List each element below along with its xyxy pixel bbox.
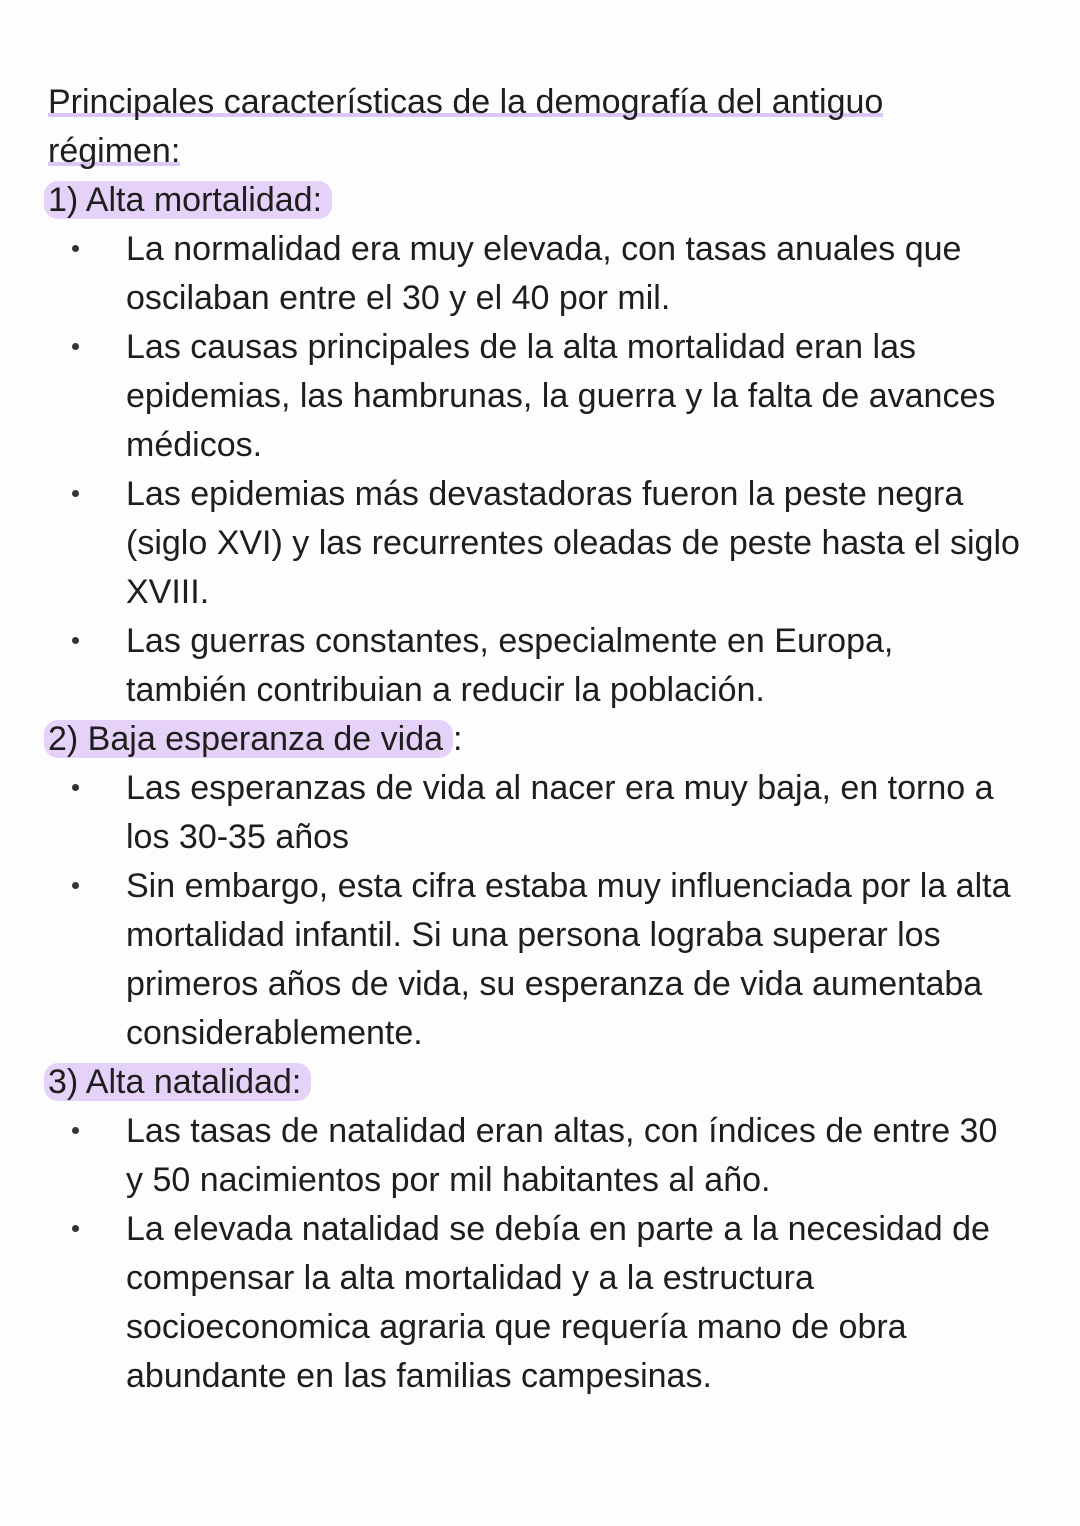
bullet-icon (72, 784, 79, 791)
bullet-icon (72, 490, 79, 497)
section-heading (48, 176, 1020, 225)
list-item: Las guerras constantes, especialmente en Europa, también contribuian a reducir la población. (48, 617, 1020, 715)
bullet-icon (72, 1127, 79, 1134)
heading-highlight: 2) Baja esperanza de vida (44, 720, 453, 758)
list-item: La normalidad era muy elevada, con tasas anuales que oscilaban entre el 30 y el 40 por mil. (48, 225, 1020, 323)
list-item: Las tasas de natalidad eran altas, con índices de entre 30 y 50 nacimientos por mil habitantes al año. (48, 1107, 1020, 1205)
document-title (48, 78, 1020, 176)
list-item: Sin embargo, esta cifra estaba muy influenciada por la alta mortalidad infantil. Si una persona lograba superar los primeros años de vida, su esperanza de vida aumentaba considerablemente. (48, 862, 1020, 1058)
bullet-icon (72, 1225, 79, 1232)
list-item: La elevada natalidad se debía en parte a la necesidad de compensar la alta mortalidad y a la estructura socioeconomica agraria que requería mano de obra abundante en las familias campesinas. (48, 1205, 1020, 1401)
section-alta-natalidad (48, 1058, 1020, 1401)
bullet-list (48, 764, 1020, 1058)
section-baja-esperanza-de-vida (48, 715, 1020, 1058)
section-heading (48, 1058, 1020, 1107)
bullet-list (48, 225, 1020, 715)
bullet-icon (72, 245, 79, 252)
bullet-icon (72, 343, 79, 350)
bullet-list (48, 1107, 1020, 1401)
bullet-icon (72, 637, 79, 644)
section-alta-mortalidad (48, 176, 1020, 715)
list-item: Las esperanzas de vida al nacer era muy baja, en torno a los 30-35 años (48, 764, 1020, 862)
bullet-icon (72, 882, 79, 889)
list-item: Las epidemias más devastadoras fueron la peste negra (siglo XVI) y las recurrentes oleadas de peste hasta el siglo XVIII. (48, 470, 1020, 617)
heading-highlight: 3) Alta natalidad: (44, 1063, 311, 1101)
heading-highlight: 1) Alta mortalidad: (44, 181, 332, 219)
section-heading: 2) Baja esperanza de vida : (48, 715, 1020, 764)
list-item: Las causas principales de la alta mortalidad eran las epidemias, las hambrunas, la guerra y la falta de avances médicos. (48, 323, 1020, 470)
title-underlined-text: Principales características de la demografía del antiguo régimen: (48, 83, 884, 170)
